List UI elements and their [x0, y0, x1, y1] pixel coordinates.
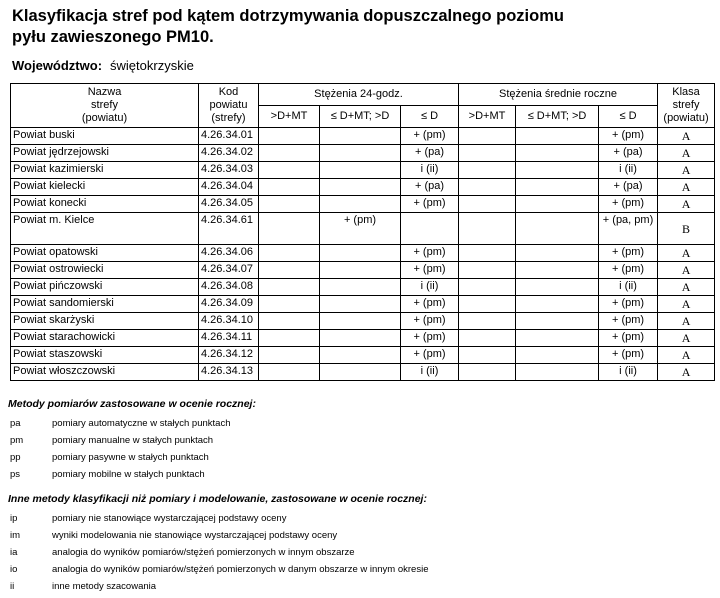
cell-zone-name: Powiat starachowicki [11, 330, 199, 347]
title-line-1: Klasyfikacja stref pod kątem dotrzymywania dopuszczalnego poziomu [12, 7, 564, 25]
cell-annual-between [516, 213, 599, 245]
cell-klasa: A [658, 364, 715, 381]
header-sub-24h-below: ≤ D [401, 106, 459, 128]
cell-24h-between [320, 296, 401, 313]
cell-annual-between [516, 313, 599, 330]
cell-annual-between [516, 145, 599, 162]
method-desc: pomiary pasywne w stałych punktach [52, 452, 209, 463]
cell-24h-between [320, 196, 401, 213]
table-row [11, 245, 715, 262]
cell-24h-between [320, 162, 401, 179]
table-row [11, 213, 715, 245]
cell-zone-name: Powiat buski [11, 128, 199, 145]
classification-table [10, 83, 715, 381]
header-klasa [658, 84, 715, 128]
cell-24h-above-mt [259, 179, 320, 196]
header-group-24h: Stężenia 24-godz. [259, 84, 459, 106]
cell-24h-above-mt [259, 347, 320, 364]
cell-annual-below: + (pm) [599, 313, 658, 330]
cell-24h-below: i (ii) [401, 279, 459, 296]
table-row [11, 179, 715, 196]
other-method-item [8, 544, 708, 561]
header-code-l3: (strefy) [211, 112, 246, 124]
other-method-item [8, 561, 708, 578]
cell-annual-above-mt [459, 364, 516, 381]
header-sub-annual-below: ≤ D [599, 106, 658, 128]
cell-code: 4.26.34.05 [199, 196, 259, 213]
cell-annual-below: + (pm) [599, 262, 658, 279]
method-desc: pomiary automatyczne w stałych punktach [52, 418, 231, 429]
cell-klasa: A [658, 179, 715, 196]
cell-zone-name: Powiat jędrzejowski [11, 145, 199, 162]
cell-zone-name: Powiat ostrowiecki [11, 262, 199, 279]
cell-annual-between [516, 279, 599, 296]
cell-zone-name: Powiat staszowski [11, 347, 199, 364]
cell-klasa: A [658, 296, 715, 313]
cell-24h-below [401, 213, 459, 245]
cell-24h-below: + (pm) [401, 330, 459, 347]
cell-klasa: A [658, 279, 715, 296]
cell-code: 4.26.34.06 [199, 245, 259, 262]
table-row [11, 364, 715, 381]
cell-annual-below: i (ii) [599, 279, 658, 296]
cell-24h-above-mt [259, 245, 320, 262]
cell-annual-above-mt [459, 162, 516, 179]
header-sub-24h-above-mt: >D+MT [259, 106, 320, 128]
cell-annual-above-mt [459, 262, 516, 279]
cell-annual-above-mt [459, 245, 516, 262]
other-method-item [8, 578, 708, 595]
header-zone-name [11, 84, 199, 128]
cell-24h-above-mt [259, 128, 320, 145]
table-row [11, 145, 715, 162]
cell-annual-between [516, 196, 599, 213]
header-sub-annual-above-mt: >D+MT [459, 106, 516, 128]
header-zone-name-l3: (powiatu) [81, 112, 128, 124]
header-zone-name-l1: Nazwa [87, 86, 122, 98]
cell-annual-below: + (pm) [599, 245, 658, 262]
other-method-desc: wyniki modelowania nie stanowiące wystarczającej podstawy oceny [52, 530, 338, 541]
cell-code: 4.26.34.13 [199, 364, 259, 381]
cell-zone-name: Powiat pińczowski [11, 279, 199, 296]
cell-24h-above-mt [259, 279, 320, 296]
cell-24h-between [320, 279, 401, 296]
cell-klasa: B [658, 213, 715, 245]
cell-24h-below: + (pa) [401, 145, 459, 162]
cell-zone-name: Powiat m. Kielce [11, 213, 199, 245]
table-row [11, 128, 715, 145]
cell-code: 4.26.34.08 [199, 279, 259, 296]
other-method-code: im [10, 530, 21, 541]
method-code: pp [10, 452, 21, 463]
cell-24h-between [320, 262, 401, 279]
method-desc: pomiary mobilne w stałych punktach [52, 469, 205, 480]
header-klasa-l3: (powiatu) [663, 112, 709, 124]
cell-annual-between [516, 347, 599, 364]
cell-annual-above-mt [459, 347, 516, 364]
cell-24h-below: i (ii) [401, 364, 459, 381]
cell-annual-above-mt [459, 145, 516, 162]
cell-annual-below: + (pa, pm) [599, 213, 658, 245]
cell-24h-above-mt [259, 213, 320, 245]
cell-klasa: A [658, 330, 715, 347]
method-code: pm [10, 435, 24, 446]
other-method-desc: analogia do wyników pomiarów/stężeń pomierzonych w innym obszarze [52, 547, 355, 558]
cell-annual-above-mt [459, 313, 516, 330]
cell-annual-between [516, 330, 599, 347]
cell-annual-above-mt [459, 330, 516, 347]
cell-code: 4.26.34.04 [199, 179, 259, 196]
cell-24h-above-mt [259, 262, 320, 279]
table-row [11, 330, 715, 347]
cell-24h-above-mt [259, 364, 320, 381]
cell-klasa: A [658, 313, 715, 330]
cell-24h-below: + (pm) [401, 262, 459, 279]
cell-zone-name: Powiat włoszczowski [11, 364, 199, 381]
cell-24h-below: + (pm) [401, 196, 459, 213]
cell-24h-below: i (ii) [401, 162, 459, 179]
table-row [11, 279, 715, 296]
cell-annual-below: i (ii) [599, 162, 658, 179]
title-line-2: pyłu zawieszonego PM10. [12, 28, 214, 46]
cell-zone-name: Powiat kazimierski [11, 162, 199, 179]
cell-klasa: A [658, 245, 715, 262]
cell-annual-between [516, 296, 599, 313]
cell-annual-between [516, 262, 599, 279]
cell-code: 4.26.34.03 [199, 162, 259, 179]
legend-notes [8, 398, 708, 595]
table-row [11, 162, 715, 179]
header-group-annual: Stężenia średnie roczne [459, 84, 658, 106]
cell-24h-above-mt [259, 196, 320, 213]
cell-klasa: A [658, 347, 715, 364]
cell-code: 4.26.34.01 [199, 128, 259, 145]
other-method-code: io [10, 564, 18, 575]
cell-annual-below: + (pa) [599, 145, 658, 162]
cell-24h-between [320, 347, 401, 364]
header-klasa-l1: Klasa [672, 86, 700, 98]
other-method-desc: inne metody szacowania [52, 581, 157, 592]
cell-annual-below: i (ii) [599, 364, 658, 381]
cell-annual-above-mt [459, 179, 516, 196]
header-code-l2: powiatu [209, 99, 248, 111]
cell-annual-below: + (pm) [599, 128, 658, 145]
header-code-l1: Kod [218, 86, 239, 98]
cell-24h-above-mt [259, 162, 320, 179]
cell-24h-below: + (pm) [401, 347, 459, 364]
cell-24h-between [320, 128, 401, 145]
cell-24h-between [320, 145, 401, 162]
cell-code: 4.26.34.09 [199, 296, 259, 313]
cell-klasa: A [658, 145, 715, 162]
method-code: ps [10, 469, 21, 480]
table-row [11, 313, 715, 330]
other-method-code: ii [10, 581, 15, 592]
cell-annual-below: + (pa) [599, 179, 658, 196]
cell-code: 4.26.34.10 [199, 313, 259, 330]
cell-zone-name: Powiat kielecki [11, 179, 199, 196]
method-item [8, 466, 708, 483]
cell-24h-between [320, 245, 401, 262]
cell-24h-between [320, 179, 401, 196]
cell-annual-below: + (pm) [599, 330, 658, 347]
cell-24h-below: + (pa) [401, 179, 459, 196]
cell-klasa: A [658, 262, 715, 279]
table-row [11, 196, 715, 213]
cell-code: 4.26.34.07 [199, 262, 259, 279]
other-methods-heading: Inne metody klasyfikacji niż pomiary i modelowanie, zastosowane w ocenie rocznej: [8, 493, 427, 505]
cell-annual-below: + (pm) [599, 196, 658, 213]
cell-klasa: A [658, 196, 715, 213]
cell-24h-below: + (pm) [401, 128, 459, 145]
method-item [8, 415, 708, 432]
cell-zone-name: Powiat sandomierski [11, 296, 199, 313]
cell-zone-name: Powiat opatowski [11, 245, 199, 262]
method-item [8, 449, 708, 466]
voivodeship-label: Województwo: [12, 58, 103, 73]
method-item [8, 432, 708, 449]
cell-annual-between [516, 128, 599, 145]
header-zone-name-l2: strefy [91, 99, 118, 111]
other-method-code: ip [10, 513, 18, 524]
cell-annual-between [516, 364, 599, 381]
cell-annual-below: + (pm) [599, 296, 658, 313]
cell-24h-between [320, 364, 401, 381]
cell-annual-between [516, 245, 599, 262]
cell-24h-below: + (pm) [401, 313, 459, 330]
cell-klasa: A [658, 128, 715, 145]
method-desc: pomiary manualne w stałych punktach [52, 435, 214, 446]
cell-annual-above-mt [459, 128, 516, 145]
methods-heading: Metody pomiarów zastosowane w ocenie rocznej: [8, 398, 256, 410]
voivodeship [12, 58, 194, 73]
header-row-1 [11, 84, 715, 106]
cell-annual-between [516, 179, 599, 196]
spacer [8, 483, 708, 493]
cell-code: 4.26.34.61 [199, 213, 259, 245]
header-sub-24h-between: ≤ D+MT; >D [320, 106, 401, 128]
document-title [12, 6, 564, 48]
header-klasa-l2: strefy [672, 99, 700, 111]
cell-zone-name: Powiat konecki [11, 196, 199, 213]
other-method-desc: pomiary nie stanowiące wystarczającej podstawy oceny [52, 513, 287, 524]
header-code [199, 84, 259, 128]
table-row [11, 296, 715, 313]
cell-annual-above-mt [459, 213, 516, 245]
header-sub-annual-between: ≤ D+MT; >D [516, 106, 599, 128]
cell-code: 4.26.34.12 [199, 347, 259, 364]
cell-24h-above-mt [259, 313, 320, 330]
cell-24h-between [320, 313, 401, 330]
cell-24h-between [320, 330, 401, 347]
cell-24h-between: + (pm) [320, 213, 401, 245]
cell-code: 4.26.34.11 [199, 330, 259, 347]
cell-annual-below: + (pm) [599, 347, 658, 364]
cell-24h-below: + (pm) [401, 296, 459, 313]
cell-annual-above-mt [459, 279, 516, 296]
method-code: pa [10, 418, 21, 429]
cell-zone-name: Powiat skarżyski [11, 313, 199, 330]
cell-24h-below: + (pm) [401, 245, 459, 262]
other-method-desc: analogia do wyników pomiarów/stężeń pomierzonych w danym obszarze w innym okresie [52, 564, 429, 575]
cell-24h-above-mt [259, 145, 320, 162]
table-row [11, 347, 715, 364]
cell-24h-above-mt [259, 296, 320, 313]
table-row [11, 262, 715, 279]
other-method-item [8, 527, 708, 544]
cell-annual-above-mt [459, 296, 516, 313]
cell-24h-above-mt [259, 330, 320, 347]
cell-code: 4.26.34.02 [199, 145, 259, 162]
cell-annual-above-mt [459, 196, 516, 213]
other-method-code: ia [10, 547, 18, 558]
voivodeship-value: świętokrzyskie [110, 58, 194, 73]
cell-klasa: A [658, 162, 715, 179]
other-method-item [8, 510, 708, 527]
cell-annual-between [516, 162, 599, 179]
